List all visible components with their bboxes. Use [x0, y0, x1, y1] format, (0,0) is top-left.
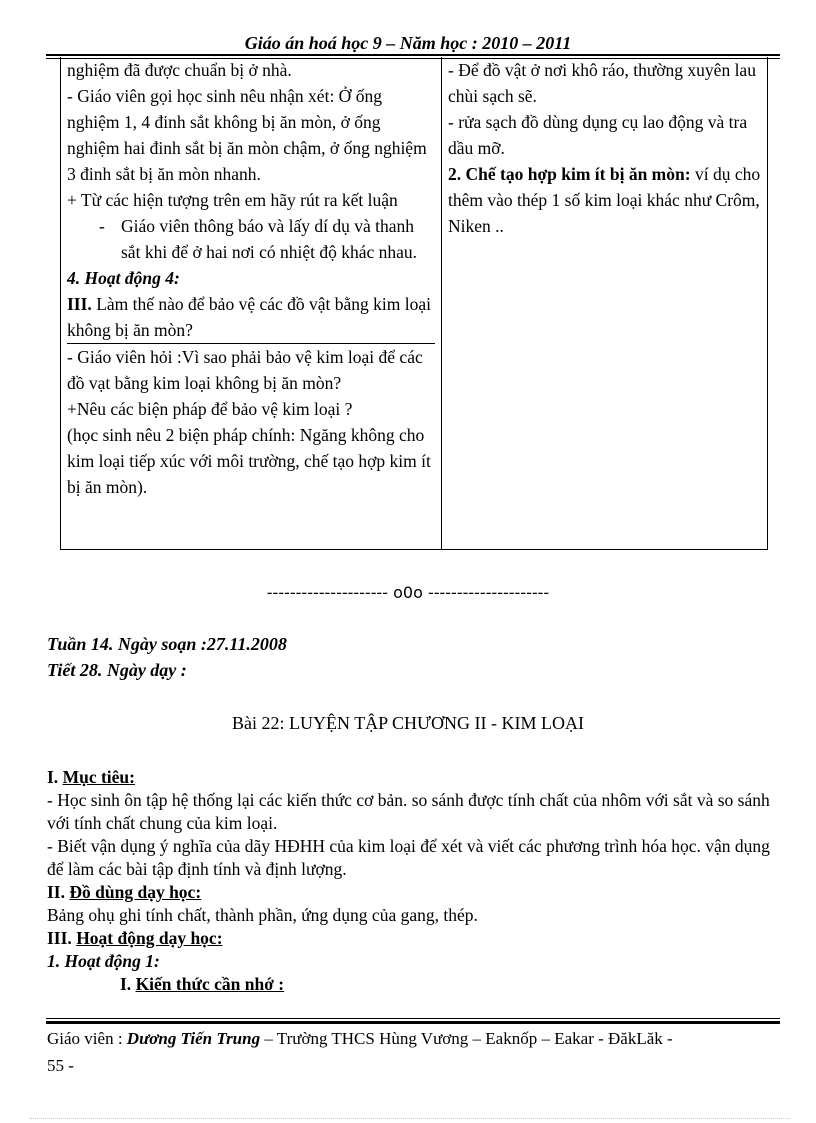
activities-num: III.: [47, 928, 72, 948]
right-item2-text: ví dụ cho thêm vào thép 1 số kim loại khác như Crôm, Niken ..: [448, 164, 761, 236]
left-para1: - Giáo viên gọi học sinh nêu nhận xét: Ở ống nghiệm 1, 4 đinh sắt không bị ăn mòn, ở ống nghiệm hai đinh sắt bị ăn mòn chậm, ở ống nghiệm 3 đinh sắt bị ăn mòn nhanh.: [67, 86, 427, 184]
left-para3: - Giáo viên hỏi :Vì sao phải bảo vệ kim loại để các đồ vạt bằng kim loại không bị ăn mòn?: [67, 347, 423, 393]
lesson-body: [47, 766, 787, 996]
lesson-table: [60, 57, 768, 550]
knowledge-num: I.: [120, 974, 132, 994]
bullet-dash: -: [99, 216, 105, 236]
table-right-column: [442, 57, 767, 549]
materials-num: II.: [47, 882, 65, 902]
objectives-num: I.: [47, 767, 59, 787]
footer-teacher: Dương Tiến Trung: [126, 1029, 261, 1048]
section-iii-heading: [67, 291, 435, 344]
footer-suffix: – Trường THCS Hùng Vương – Eaknốp – Eakar - ĐăkLăk -: [260, 1029, 673, 1048]
materials-heading: [47, 881, 787, 904]
section-divider: --------------------- o0o ---------------------: [266, 583, 550, 602]
knowledge-heading: [47, 973, 787, 996]
table-left-column: [61, 57, 442, 549]
section-iii-title: Làm thế nào để bảo vệ các đồ vật bằng kim loại không bị ăn mòn?: [67, 294, 431, 340]
objectives-line2: - Biết vận dụng ý nghĩa của dãy HĐHH của kim loại để xét và viết các phương trình hóa học. vận dụng để làm các bài tập định tính và định lượng.: [47, 836, 770, 879]
objectives-line1: - Học sinh ôn tập hệ thống lại các kiến thức cơ bản. so sánh được tính chất của nhôm với sắt và so sánh với tính chất chung của kim loại.: [47, 790, 770, 833]
left-line1: nghiệm đã được chuẩn bị ở nhà.: [67, 60, 292, 80]
week-date: Tuần 14. Ngày soạn :27.11.2008: [47, 634, 287, 654]
right-item2-label: 2. Chế tạo hợp kim ít bị ăn mòn:: [448, 164, 691, 184]
section-iii-num: III.: [67, 294, 92, 314]
section-iii-title-wrap: [67, 291, 435, 344]
lesson-title: Bài 22: LUYỆN TẬP CHƯƠNG II - KIM LOẠI: [232, 713, 584, 733]
left-para5: (học sinh nêu 2 biện pháp chính: Ngăng không cho kim loại tiếp xúc với môi trường, chế tạo hợp kim ít bị ăn mòn).: [67, 425, 431, 497]
materials-text: Bảng ohụ ghi tính chất, thành phần, ứng dụng của gang, thép.: [47, 905, 478, 925]
header-rule-thick: [46, 54, 780, 56]
page-footer: [47, 1025, 777, 1079]
right-line2: - rửa sạch đồ dùng dụng cụ lao động và tra dầu mỡ.: [448, 112, 748, 158]
period-date: Tiết 28. Ngày dạy :: [47, 660, 187, 680]
objectives-heading: [47, 766, 787, 789]
activity-4-heading: 4. Hoạt động 4:: [67, 268, 180, 288]
bottom-dotted-line: [30, 1118, 790, 1119]
left-bullet: [67, 213, 435, 265]
activities-label: Hoạt động dạy học:: [76, 928, 223, 948]
footer-rule-thin: [46, 1018, 780, 1019]
activities-heading: [47, 927, 787, 950]
footer-rule-thick: [46, 1021, 780, 1024]
activity-1-heading: 1. Hoạt động 1:: [47, 951, 160, 971]
left-para4: +Nêu các biện pháp để bảo vệ kim loại ?: [67, 399, 353, 419]
objectives-label: Mục tiêu:: [62, 767, 135, 787]
materials-label: Đồ dùng dạy học:: [69, 882, 202, 902]
footer-prefix: Giáo viên :: [47, 1029, 127, 1048]
left-para2: + Từ các hiện tượng trên em hãy rút ra kết luận: [67, 190, 398, 210]
right-line1: - Để đồ vật ở nơi khô ráo, thường xuyên lau chùi sạch sẽ.: [448, 60, 756, 106]
bullet-text: Giáo viên thông báo và lấy dí dụ và thanh sắt khi để ở hai nơi có nhiệt độ khác nhau.: [121, 216, 418, 262]
right-item2: [448, 161, 762, 239]
page-header: Giáo án hoá học 9 – Năm học : 2010 – 2011: [244, 33, 572, 53]
footer-page-number: 55 -: [47, 1056, 74, 1075]
knowledge-label: Kiến thức cần nhớ :: [135, 974, 285, 994]
